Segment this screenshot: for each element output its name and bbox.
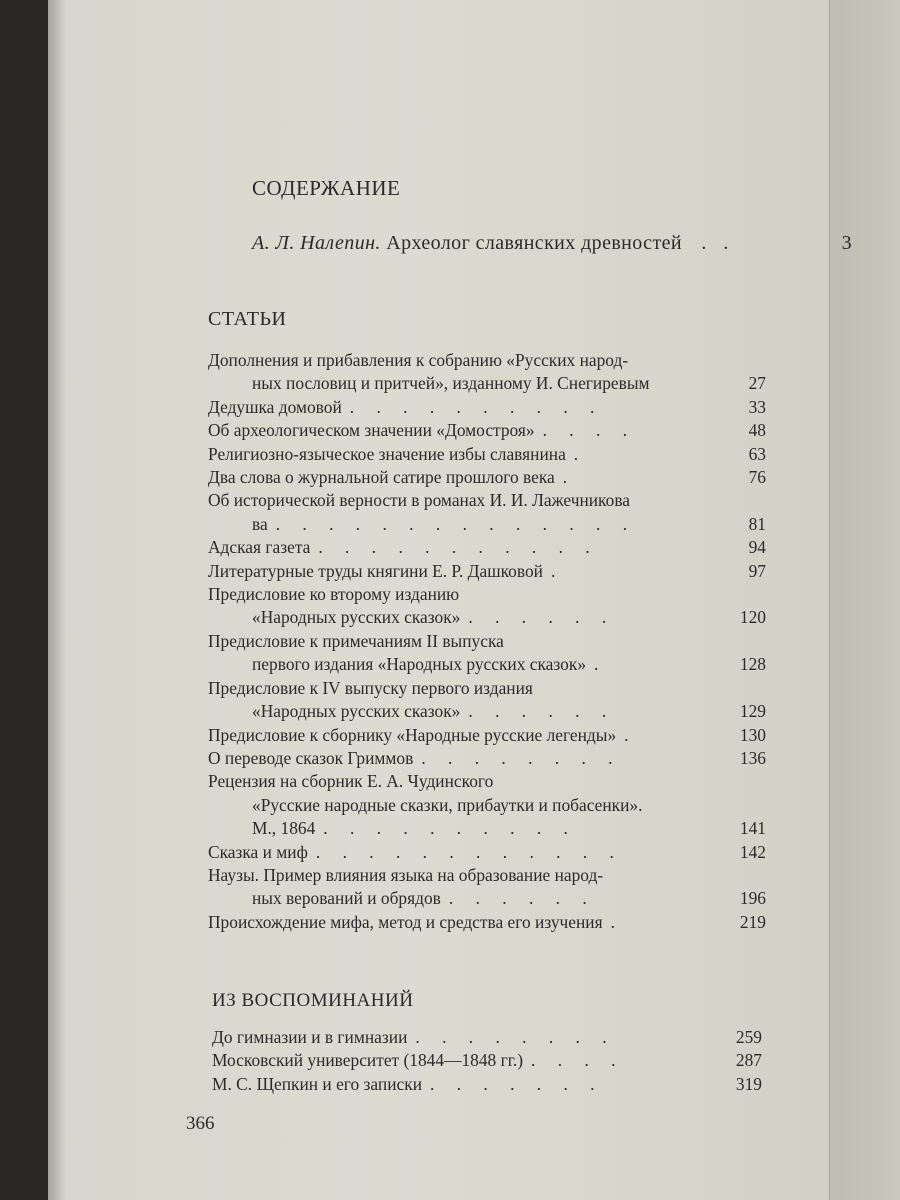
toc-page-number: 219 bbox=[739, 911, 766, 932]
toc-leader-dots: . bbox=[624, 724, 638, 745]
toc-entry-text: Предисловие ко второму изданию bbox=[208, 584, 460, 605]
page-number: 366 bbox=[186, 1113, 215, 1134]
toc-entry-line bbox=[208, 653, 766, 676]
toc-entry-line bbox=[208, 349, 766, 372]
toc-entry bbox=[208, 560, 766, 583]
toc-entry-line bbox=[212, 1026, 762, 1049]
toc-entry bbox=[208, 489, 766, 536]
toc-entry-text: «Русские народные сказки, прибаутки и побасенки». bbox=[252, 794, 643, 815]
toc-page-number: 196 bbox=[739, 888, 766, 909]
intro-dots: . . bbox=[701, 232, 735, 254]
toc-articles bbox=[208, 349, 766, 934]
toc-entry bbox=[208, 747, 766, 770]
toc-entry bbox=[208, 419, 766, 442]
toc-entry-text: Религиозно-языческое значение избы славянина bbox=[208, 443, 566, 464]
toc-entry bbox=[208, 724, 766, 747]
toc-leader-dots: . . . . . . . . bbox=[421, 747, 622, 768]
toc-leader-dots: . . . . . . bbox=[448, 888, 596, 909]
toc-entry-line bbox=[208, 630, 766, 653]
toc-entry-text: Предисловие к примечаниям II выпуска bbox=[208, 630, 504, 651]
toc-entry-line bbox=[208, 887, 766, 910]
toc-entry-line bbox=[208, 817, 766, 840]
toc-entry-text: Адская газета bbox=[208, 537, 311, 558]
toc-page-number: 76 bbox=[748, 467, 766, 488]
toc-page-number: 128 bbox=[739, 654, 766, 675]
toc-leader-dots: . . . . . . . . . . bbox=[323, 818, 577, 839]
toc-page-number: 63 bbox=[748, 443, 766, 464]
toc-entry bbox=[208, 911, 766, 934]
toc-page-number: 141 bbox=[739, 818, 766, 839]
toc-entry-line bbox=[212, 1073, 762, 1096]
toc-page-number: 27 bbox=[748, 373, 766, 394]
page-gutter-shadow bbox=[48, 0, 66, 1200]
toc-entry-text: Рецензия на сборник Е. А. Чудинского bbox=[208, 771, 494, 792]
toc-entry-text: Два слова о журнальной сатире прошлого века bbox=[208, 467, 555, 488]
contents-heading: СОДЕРЖАНИЕ bbox=[252, 176, 401, 200]
toc-entry-text: ных пословиц и притчей», изданному И. Снегиревым bbox=[252, 373, 650, 394]
toc-page-number: 120 bbox=[739, 607, 766, 628]
toc-leader-dots: . bbox=[562, 467, 577, 488]
toc-entry-text: Предисловие к сборнику «Народные русские легенды» bbox=[208, 724, 617, 745]
adjacent-page-edge bbox=[829, 0, 900, 1200]
toc-page-number: 130 bbox=[739, 724, 766, 745]
toc-entry bbox=[208, 583, 766, 630]
toc-leader-dots: . . . . bbox=[542, 420, 637, 441]
toc-entry bbox=[208, 443, 766, 466]
toc-entry-text: «Народных русских сказок» bbox=[252, 701, 461, 722]
toc-page-number: 287 bbox=[735, 1050, 762, 1071]
toc-page-number: 94 bbox=[748, 537, 766, 558]
toc-entry-line bbox=[208, 864, 766, 887]
toc-leader-dots: . . . . . . bbox=[468, 607, 616, 628]
toc-page-number: 97 bbox=[748, 560, 766, 581]
intro-title: Археолог славянских древностей bbox=[386, 232, 682, 254]
toc-entry bbox=[212, 1073, 762, 1096]
toc-entry bbox=[208, 630, 766, 677]
toc-entry-line bbox=[208, 419, 766, 442]
toc-entry-text: О переводе сказок Гриммов bbox=[208, 747, 414, 768]
toc-entry-line bbox=[208, 536, 766, 559]
toc-entry-text: Дедушка домовой bbox=[208, 396, 342, 417]
toc-entry-text: Московский университет (1844—1848 гг.) bbox=[212, 1050, 524, 1071]
toc-entry-text: ва bbox=[252, 513, 268, 534]
toc-entry-text: Происхождение мифа, метод и средства его изучения bbox=[208, 911, 603, 932]
toc-entry-line bbox=[208, 372, 766, 395]
toc-entry-text: Наузы. Пример влияния языка на образование народ- bbox=[208, 864, 604, 885]
toc-leader-dots: . . . . . . . . bbox=[415, 1027, 616, 1047]
toc-leader-dots: . bbox=[573, 443, 588, 464]
toc-entry-text: До гимназии и в гимназии bbox=[212, 1027, 408, 1047]
toc-entry-text: Сказка и миф bbox=[208, 841, 308, 862]
toc-leader-dots: . . . . . . . . . . . bbox=[318, 537, 599, 558]
toc-entry bbox=[212, 1026, 762, 1049]
toc-leader-dots: . . . . . . . bbox=[430, 1073, 604, 1094]
toc-memoirs bbox=[212, 1026, 762, 1096]
toc-page-number: 48 bbox=[748, 420, 766, 441]
toc-entry-line bbox=[208, 560, 766, 583]
toc-entry bbox=[212, 1049, 762, 1072]
toc-page-number: 319 bbox=[735, 1073, 762, 1094]
toc-entry-line bbox=[208, 513, 766, 536]
toc-leader-dots: . bbox=[550, 560, 565, 581]
toc-entry-text: Дополнения и прибавления к собранию «Русских народ- bbox=[208, 350, 629, 370]
toc-leader-dots: . . . . . . . . . . . . bbox=[315, 841, 623, 862]
toc-entry-line bbox=[208, 677, 766, 700]
toc-entry-line bbox=[208, 466, 766, 489]
toc-entry-line bbox=[208, 770, 766, 793]
toc-leader-dots: . bbox=[594, 654, 608, 675]
toc-entry-text: М. С. Щепкин и его записки bbox=[212, 1073, 422, 1094]
toc-entry bbox=[208, 841, 766, 864]
toc-page-number: 129 bbox=[739, 701, 766, 722]
toc-leader-dots: . . . . . . bbox=[468, 701, 616, 722]
toc-entry bbox=[208, 536, 766, 559]
toc-entry-text: Литературные труды княгини Е. Р. Дашковой bbox=[208, 560, 543, 581]
toc-entry bbox=[208, 396, 766, 419]
toc-entry bbox=[208, 677, 766, 724]
toc-entry-text: первого издания «Народных русских сказок» bbox=[252, 654, 587, 675]
section-title-articles: СТАТЬИ bbox=[208, 308, 287, 330]
toc-leader-dots: . . . . . . . . . . bbox=[349, 396, 604, 417]
toc-entry-text: Предисловие к IV выпуску первого издания bbox=[208, 677, 533, 698]
toc-entry-line bbox=[208, 489, 766, 512]
toc-leader-dots: . . . . bbox=[531, 1050, 625, 1071]
toc-entry-line bbox=[208, 443, 766, 466]
toc-entry-text: М., 1864 bbox=[252, 818, 316, 839]
toc-entry bbox=[208, 864, 766, 911]
toc-entry-line bbox=[208, 396, 766, 419]
toc-entry-text: «Народных русских сказок» bbox=[252, 607, 461, 628]
toc-entry bbox=[208, 770, 766, 840]
toc-page-number: 259 bbox=[735, 1027, 762, 1047]
toc-entry-text: ных верований и обрядов bbox=[252, 888, 441, 909]
toc-entry-line bbox=[208, 606, 766, 629]
intro-page: 3 bbox=[841, 232, 852, 254]
toc-entry bbox=[208, 349, 766, 396]
toc-entry-line bbox=[208, 583, 766, 606]
toc-entry-line bbox=[208, 911, 766, 934]
toc-entry-text: Об археологическом значении «Домостроя» bbox=[208, 420, 535, 441]
toc-entry-line bbox=[208, 794, 766, 817]
toc-entry-line bbox=[208, 724, 766, 747]
toc-page-number: 33 bbox=[748, 396, 766, 417]
toc-entry-text: Об исторической верности в романах И. И. Лажечникова bbox=[208, 490, 631, 511]
toc-page-number: 81 bbox=[748, 513, 766, 534]
toc-entry-line bbox=[208, 700, 766, 723]
toc-entry-line bbox=[208, 747, 766, 770]
book-page bbox=[48, 0, 900, 1200]
toc-entry-line bbox=[212, 1049, 762, 1072]
toc-entry-line bbox=[208, 841, 766, 864]
section-title-memoirs: ИЗ ВОСПОМИНАНИЙ bbox=[212, 990, 414, 1011]
intro-entry bbox=[252, 232, 852, 255]
toc-entry bbox=[208, 466, 766, 489]
toc-page-number: 142 bbox=[739, 841, 766, 862]
toc-page-number: 136 bbox=[739, 747, 766, 768]
intro-author: А. Л. Налепин. bbox=[252, 232, 381, 254]
toc-leader-dots: . bbox=[610, 911, 624, 932]
toc-leader-dots: . . . . . . . . . . . . . . bbox=[275, 513, 637, 534]
